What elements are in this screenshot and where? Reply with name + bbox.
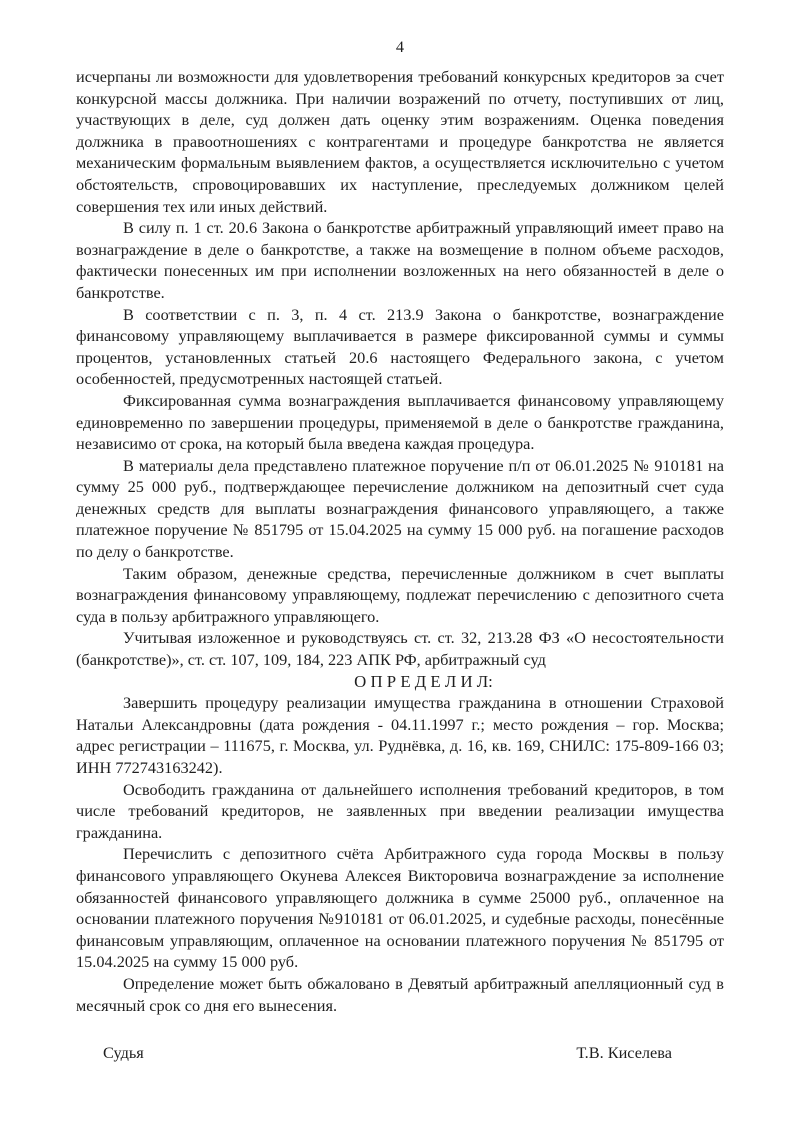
paragraph: Фиксированная сумма вознаграждения выплачивается финансовому управляющему единовременно по завершении процедуры, применяемой в деле о банкротстве гражданина, независимо от срока, на который была введена каждая процедура.: [76, 390, 724, 454]
signature-name: Т.В. Киселева: [576, 1043, 672, 1063]
ruling-paragraph: Завершить процедуру реализации имущества гражданина в отношении Страховой Натальи Александровны (дата рождения - 04.11.1997 г.; место рождения – гор. Москва; адрес регистрации – 111675, г. Москва, ул. Руднёвка, д. 16, кв. 169, СНИЛС: 175-809-166 03; ИНН 772743163242).: [76, 693, 724, 777]
paragraph-continuation: исчерпаны ли возможности для удовлетворения требований конкурсных кредиторов за счет конкурсной массы должника. При наличии возражений по отчету, поступивших от лиц, участвующих в деле, суд должен дать оценку этим возражениям. Оценка поведения должника в правоотношениях с контрагентами и процедуре банкротства не является механическим формальным выявлением фактов, а осуществляется исключительно с учетом обстоятельств, спровоцировавших их наступление, преследуемых должником целей совершения тех или иных действий.: [76, 67, 724, 216]
paragraph: В силу п. 1 ст. 20.6 Закона о банкротстве арбитражный управляющий имеет право на вознаграждение в деле о банкротстве, а также на возмещение в полном объеме расходов, фактически понесенных им при исполнении возложенных на него обязанностей в деле о банкротстве.: [76, 218, 724, 302]
page-number: 4: [395, 37, 405, 56]
ruling-paragraph: Определение может быть обжаловано в Девятый арбитражный апелляционный суд в месячный срок со дня его вынесения.: [76, 973, 724, 1015]
ruling-heading: О П Р Е Д Е Л И Л:: [354, 671, 493, 691]
paragraph: В соответствии с п. 3, п. 4 ст. 213.9 Закона о банкротстве, вознаграждение финансовому управляющему выплачивается в размере фиксированной суммы и суммы процентов, установленных статьей 20.6 настоящего Федерального закона, с учетом особенностей, предусмотренных настоящей статьей.: [76, 304, 724, 389]
signature-row: [76, 1042, 724, 1064]
ruling-paragraph: Перечислить с депозитного счёта Арбитражного суда города Москвы в пользу финансового управляющего Окунева Алексея Викторовича вознаграждение за исполнение обязанностей финансового управляющего должника в сумме 25000 руб., оплаченное на основании платежного поручения №910181 от 06.01.2025, и судебные расходы, понесённые финансовым управляющим, оплаченное на основании платежного поручения № 851795 от 15.04.2025 на сумму 15 000 руб.: [76, 844, 724, 972]
ruling-paragraph: Освободить гражданина от дальнейшего исполнения требований кредиторов, в том числе требований кредиторов, не заявленных при введении реализации имущества гражданина.: [76, 779, 724, 842]
document-body: [76, 66, 724, 1064]
paragraph: Таким образом, денежные средства, перечисленные должником в счет выплаты вознаграждения финансовому управляющему, подлежат перечислению с депозитного счета суда в пользу арбитражного управляющего.: [76, 563, 724, 626]
signature-role: Судья: [103, 1043, 144, 1063]
paragraph: В материалы дела представлено платежное поручение п/п от 06.01.2025 № 910181 на сумму 25 000 руб., подтверждающее перечисление должником на депозитный счет суда денежных средств для выплаты вознаграждения финансового управляющего, а также платежное поручение № 851795 от 15.04.2025 на сумму 15 000 руб. на погашение расходов по делу о банкротстве.: [76, 455, 724, 562]
paragraph: Учитывая изложенное и руководствуясь ст. ст. 32, 213.28 ФЗ «О несостоятельности (банкротстве)», ст. ст. 107, 109, 184, 223 АПК РФ, арбитражный суд: [76, 628, 724, 670]
